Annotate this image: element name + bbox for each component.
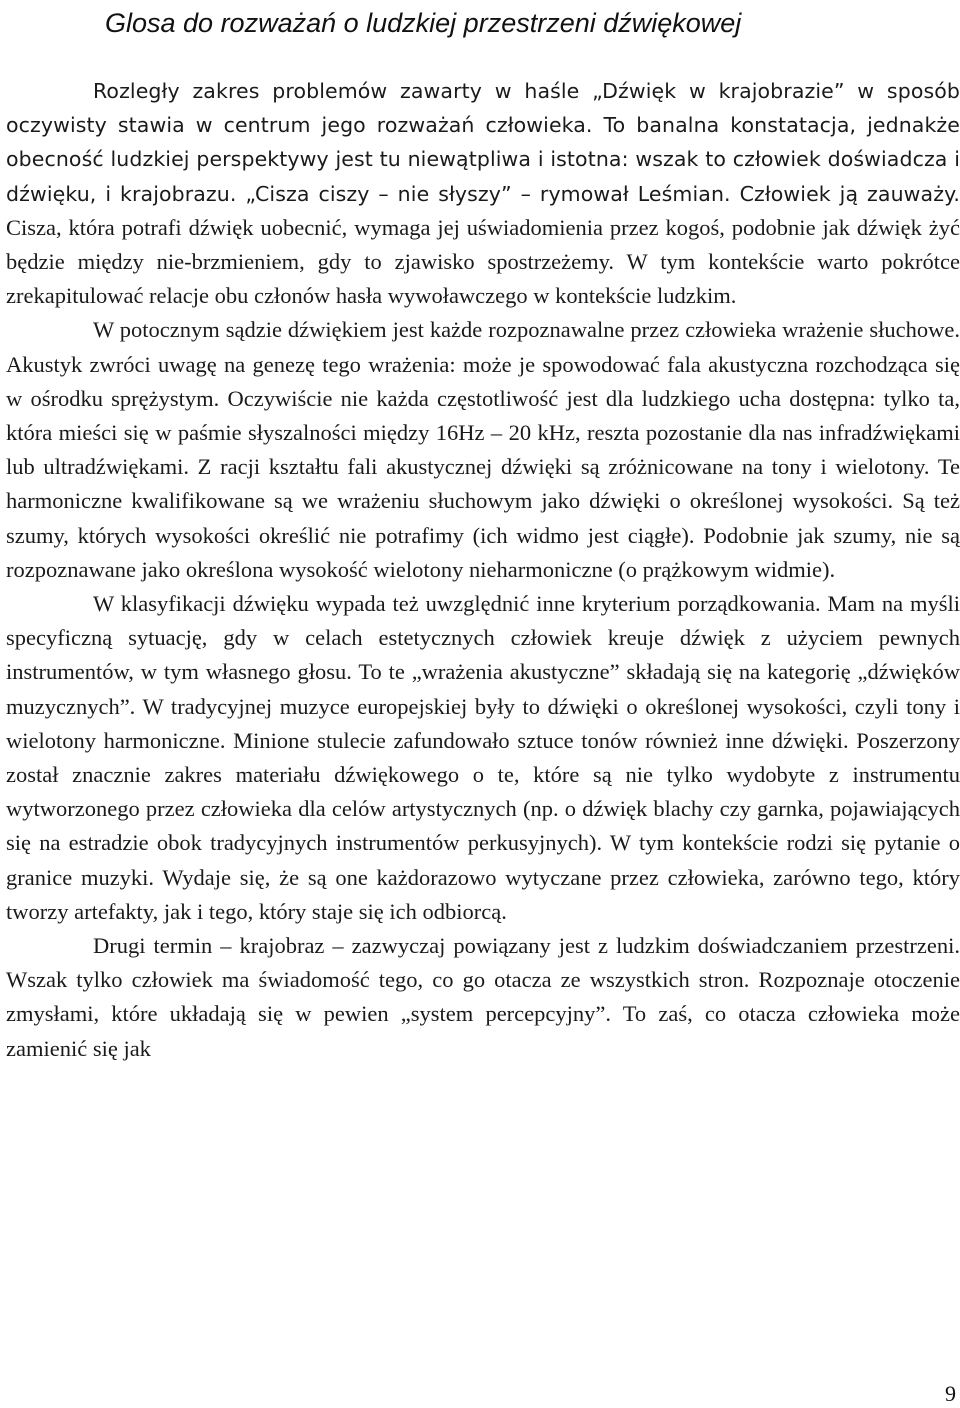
paragraph-3 (6, 587, 960, 929)
paragraph-4 (6, 929, 960, 1066)
paragraph-3-text: W klasyfikacji dźwięku wypada też uwzględnić inne kryterium porządkowania. Mam na myśli specyficzną sytuację, gdy w celach estetycznych człowiek kreuje dźwięk z użyciem pewnych instrumentów, w tym własnego głosu. To te „wrażenia akustyczne” składają się na kategorię „dźwięków muzycznych”. W tradycyjnej muzyce europejskiej były to dźwięki o określonej wysokości, czyli tony i wielotony harmoniczne. Minione stulecie zafundowało sztuce tonów również inne dźwięki. Poszerzony został znacznie zakres materiału dźwiękowego o te, które są nie tylko wydobyte z instrumentu wytworzonego przez człowieka dla celów artystycznych (np. o dźwięk blachy czy garnka, pojawiających się na estradzie obok tradycyjnych instrumentów perkusyjnych). W tym kontekście rodzi się pytanie o granice muzyki. Wydaje się, że są one każdorazowo wytyczane przez człowieka, zarówno tego, który tworzy artefakty, jak i tego, który staje się ich odbiorcą. (6, 591, 960, 924)
paragraph-1 (6, 74, 960, 313)
paragraph-2 (6, 313, 960, 587)
document-page (6, 0, 960, 1066)
document-title: Glosa do rozważań o ludzkiej przestrzeni dźwiękowej (105, 8, 742, 38)
page-number: 9 (945, 1381, 956, 1406)
paragraph-1-serif-segment: Cisza, która potrafi dźwięk uobecnić, wymaga jej uświadomienia przez kogoś, podobnie jak dźwięk żyć będzie między nie-brzmieniem, gdy to zjawisko spostrzeżemy. W tym kontekście warto pokrótce zrekapitulować relacje obu członów hasła wywoławczego w kontekście ludzkim. (6, 214, 960, 309)
paragraph-4-text: Drugi termin – krajobraz – zazwyczaj powiązany jest z ludzkim doświadczaniem przestrzeni. Wszak tylko człowiek ma świadomość tego, co go otacza ze wszystkich stron. Rozpoznaje otoczenie zmysłami, które układają się w pewien „system percepcyjny”. To zaś, co otacza człowieka może zamienić się jak (6, 933, 960, 1061)
paragraph-1-sans-segment: Rozległy zakres problemów zawarty w haśle „Dźwięk w krajobrazie” w sposób oczywisty stawia w centrum jego rozważań człowieka. To banalna konstatacja, jednakże obecność ludzkiej perspektywy jest tu niewątpliwa i istotna: wszak to człowiek doświadcza i dźwięku, i krajobrazu. „Cisza ciszy – nie słyszy” – rymował Leśmian. Człowiek ją zauważy. (6, 79, 960, 206)
body-text (6, 74, 960, 1066)
paragraph-2-text: W potocznym sądzie dźwiękiem jest każde rozpoznawalne przez człowieka wrażenie słuchowe. Akustyk zwróci uwagę na genezę tego wrażenia: może je spowodować fala akustyczna rozchodząca się w ośrodku sprężystym. Oczywiście nie każda częstotliwość jest dla ludzkiego ucha dostępna: tylko ta, która mieści się w paśmie słyszalności między 16Hz – 20 kHz, reszta pozostanie dla nas infradźwiękami lub ultradźwiękami. Z racji kształtu fali akustycznej dźwięki są zróżnicowane na tony i wielotony. Te harmoniczne kwalifikowane są we wrażeniu słuchowym jako dźwięki o określonej wysokości. Są też szumy, których wysokości określić nie potrafimy (ich widmo jest ciągłe). Podobnie jak szumy, nie są rozpoznawane jako określona wysokość wielotony nieharmoniczne (o prążkowym widmie). (6, 317, 960, 582)
